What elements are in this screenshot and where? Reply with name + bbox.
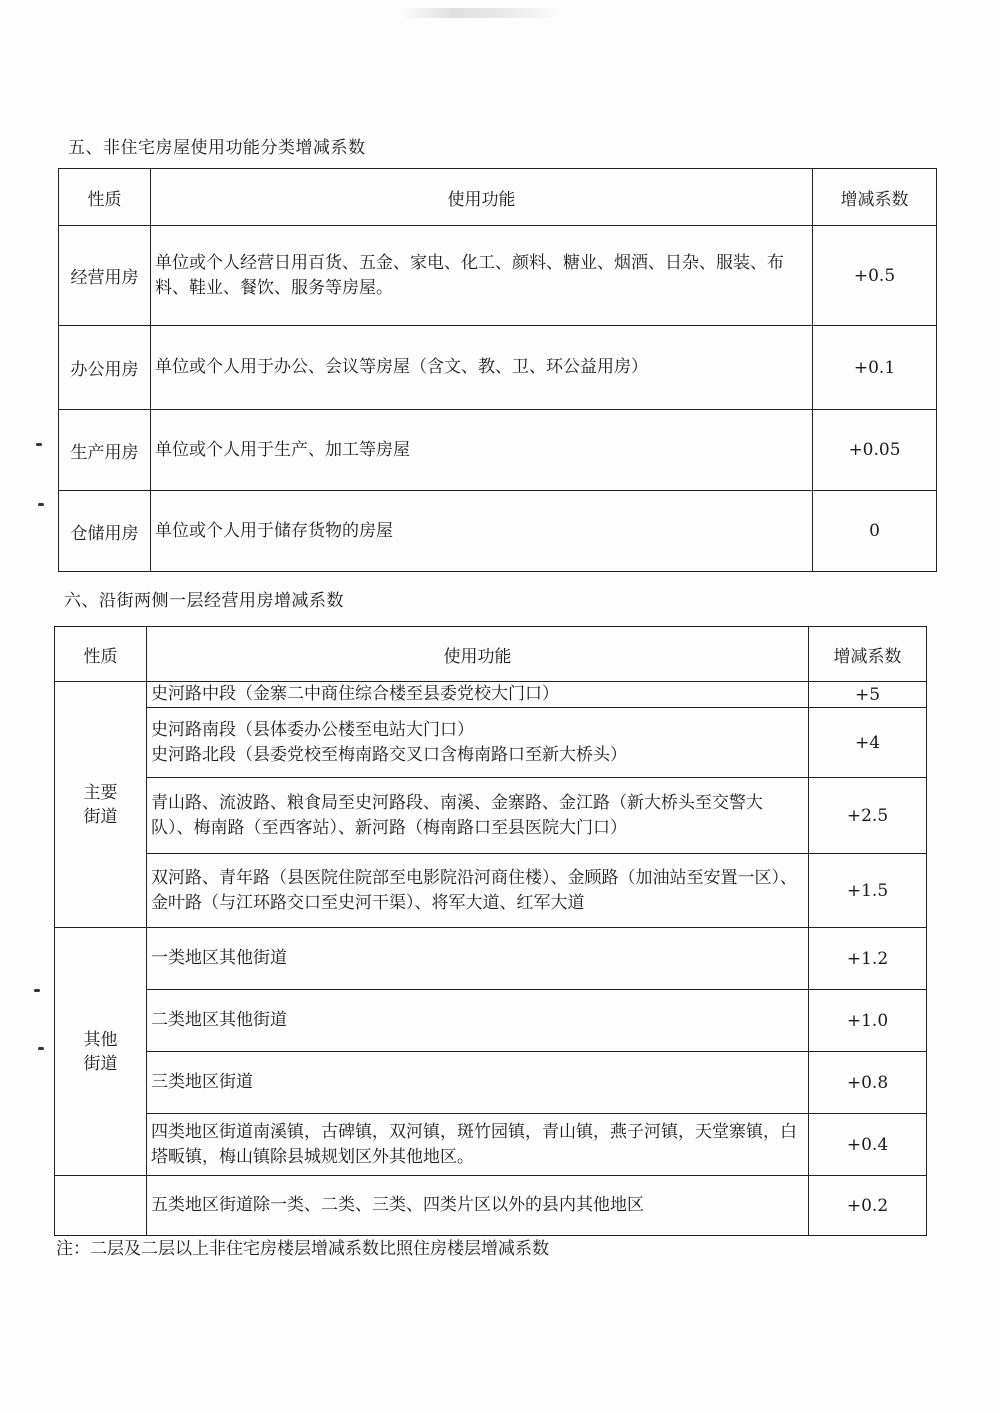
- row-coef: +0.1: [813, 326, 937, 410]
- row-coef: +4: [809, 708, 927, 778]
- header-nature: 性质: [55, 627, 147, 682]
- scan-speck: [38, 1047, 44, 1050]
- row-coef: +0.05: [813, 410, 937, 491]
- header-function: 使用功能: [151, 169, 813, 226]
- row-coef: +1.2: [809, 928, 927, 990]
- row-function: 单位或个人经营日用百货、五金、家电、化工、颜料、糖业、烟酒、日杂、服装、布料、鞋业、餐饮、服务等房屋。: [151, 226, 813, 326]
- row-coef: +0.2: [809, 1176, 927, 1236]
- row-function-line2: 史河路北段（县委党校至梅南路交叉口含梅南路口至新大桥头）: [151, 744, 627, 765]
- group-other-streets: [55, 928, 147, 1176]
- table-row: [59, 491, 937, 572]
- row-coef: +1.0: [809, 990, 927, 1052]
- row-coef: 0: [813, 491, 937, 572]
- group-label: 其他街道: [83, 1029, 118, 1074]
- row-coef: +1.5: [809, 854, 927, 928]
- table-header-row: [59, 169, 937, 226]
- section6-title: 六、沿街两侧一层经营用房增减系数: [64, 591, 344, 611]
- table-row: [55, 854, 927, 928]
- row-coef: +0.4: [809, 1114, 927, 1176]
- group-label: 主要街道: [83, 782, 118, 827]
- section5-table: [58, 168, 937, 572]
- row-function: 单位或个人用于储存货物的房屋: [151, 491, 813, 572]
- scan-speck: [38, 503, 44, 506]
- row-function: 一类地区其他街道: [147, 928, 809, 990]
- section5-title: 五、非住宅房屋使用功能分类增减系数: [68, 138, 366, 158]
- row-function: 五类地区街道除一类、二类、三类、四类片区以外的县内其他地区: [147, 1176, 809, 1236]
- header-coef: 增减系数: [813, 169, 937, 226]
- scan-speck: [34, 989, 40, 992]
- row-function-line1: 史河路南段（县体委办公楼至电站大门口）: [151, 719, 474, 740]
- row-function: [147, 708, 809, 778]
- table-row: [55, 708, 927, 778]
- header-function: 使用功能: [147, 627, 809, 682]
- section6-table: [54, 626, 927, 1236]
- table-row: [55, 990, 927, 1052]
- scan-smudge: [400, 8, 560, 18]
- table-row: [55, 778, 927, 854]
- table-row: [55, 1176, 927, 1236]
- table-row: [55, 1052, 927, 1114]
- table-row: [55, 1114, 927, 1176]
- footnote: 注：二层及二层以上非住宅房楼层增减系数比照住房楼层增减系数: [56, 1239, 549, 1259]
- group-main-streets: [55, 682, 147, 928]
- row-nature: 经营用房: [59, 226, 151, 326]
- row-function: 史河路中段（金寨二中商住综合楼至县委党校大门口）: [147, 682, 809, 708]
- row-function: 单位或个人用于生产、加工等房屋: [151, 410, 813, 491]
- header-nature: 性质: [59, 169, 151, 226]
- row-coef: +0.8: [809, 1052, 927, 1114]
- table-row: [59, 226, 937, 326]
- row-function: 二类地区其他街道: [147, 990, 809, 1052]
- row-function: 青山路、流波路、粮食局至史河路段、南溪、金寨路、金江路（新大桥头至交警大队）、梅南路（至西客站）、新河路（梅南路口至县医院大门口）: [147, 778, 809, 854]
- table-header-row: [55, 627, 927, 682]
- table-row: [55, 928, 927, 990]
- scan-speck: [36, 443, 42, 446]
- row-function: 双河路、青年路（县医院住院部至电影院沿河商住楼）、金顾路（加油站至安置一区）、金叶路（与江环路交口至史河干渠）、将军大道、红军大道: [147, 854, 809, 928]
- row-nature: 仓储用房: [59, 491, 151, 572]
- table-row: [55, 682, 927, 708]
- row-coef: +0.5: [813, 226, 937, 326]
- row-coef: +5: [809, 682, 927, 708]
- table-row: [59, 326, 937, 410]
- row-coef: +2.5: [809, 778, 927, 854]
- header-coef: 增减系数: [809, 627, 927, 682]
- group-empty: [55, 1176, 147, 1236]
- row-function: 三类地区街道: [147, 1052, 809, 1114]
- table-row: [59, 410, 937, 491]
- row-nature: 生产用房: [59, 410, 151, 491]
- row-function: 单位或个人用于办公、会议等房屋（含文、教、卫、环公益用房）: [151, 326, 813, 410]
- row-function: 四类地区街道南溪镇，古碑镇，双河镇，斑竹园镇，青山镇，燕子河镇，天堂寨镇，白塔畈镇，梅山镇除县城规划区外其他地区。: [147, 1114, 809, 1176]
- row-nature: 办公用房: [59, 326, 151, 410]
